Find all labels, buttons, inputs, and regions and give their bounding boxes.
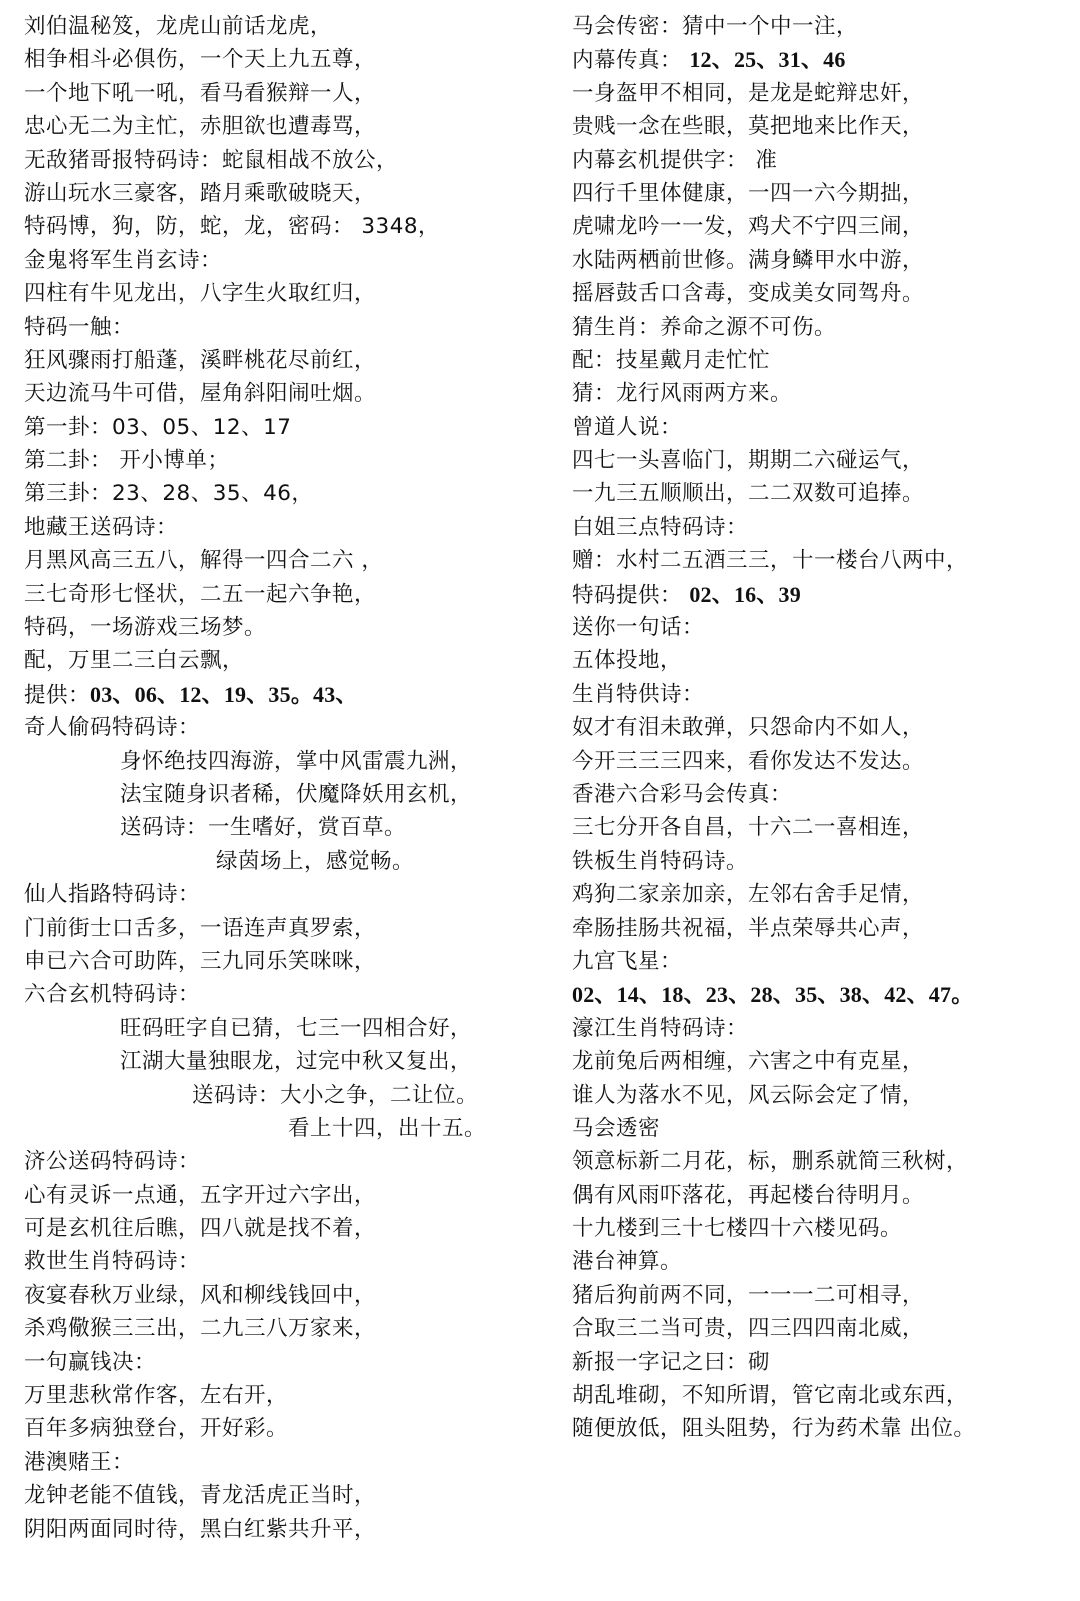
text-line: 龙钟老能不值钱，青龙活虎正当时， xyxy=(24,1483,377,1509)
text-line xyxy=(572,43,1072,76)
line-label: 内幕传真： xyxy=(572,48,690,74)
text-line: 水陆两栖前世修。满身鳞甲水中游， xyxy=(572,247,925,273)
text-line: 无敌猪哥报特码诗：蛇鼠相战不放公， xyxy=(24,147,399,173)
text-line: 龙前兔后两相缠，六害之中有克星， xyxy=(572,1049,925,1075)
text-line: 第三卦：23、28、35、46， xyxy=(24,481,314,507)
text-line: 六合玄机特码诗： xyxy=(24,982,201,1008)
line-label: 提供： xyxy=(24,682,91,708)
text-line: 领意标新二月花，标，删系就简三秋树， xyxy=(572,1149,969,1175)
text-line: 一句赢钱决： xyxy=(24,1349,157,1375)
text-line: 摇唇鼓舌口含毒，变成美女同驾舟。 xyxy=(572,281,925,307)
text-line: 奴才有泪未敢弹，只怨命内不如人， xyxy=(572,715,925,741)
text-line: 三七奇形七怪状，二五一起六争艳， xyxy=(24,581,377,607)
text-line xyxy=(24,678,564,711)
text-line: 可是玄机往后瞧，四八就是找不着， xyxy=(24,1216,377,1242)
text-line: 法宝随身识者稀，伏魔降妖用玄机， xyxy=(120,781,473,807)
text-line: 鸡狗二家亲加亲，左邻右舍手足情， xyxy=(572,882,925,908)
text-line: 狂风骤雨打船蓬，溪畔桃花尽前红， xyxy=(24,347,377,373)
text-line: 一身盔甲不相同，是龙是蛇辩忠奸， xyxy=(572,80,925,106)
text-line: 第二卦： 开小博单； xyxy=(24,448,230,474)
code-numbers: 02、14、18、23、28、35、38、42、47。 xyxy=(572,982,974,1008)
text-line: 济公送码特码诗： xyxy=(24,1149,201,1175)
text-line: 十九楼到三十七楼四十六楼见码。 xyxy=(572,1216,903,1242)
text-line: 曾道人说： xyxy=(572,414,683,440)
line-label: 特码提供： xyxy=(572,582,690,608)
text-line: 今开三三三四来，看你发达不发达。 xyxy=(572,748,925,774)
code-numbers: 02、16、39 xyxy=(689,581,801,607)
text-line: 偶有风雨吓落花，再起楼台待明月。 xyxy=(572,1182,925,1208)
text-line: 地藏王送码诗： xyxy=(24,514,179,540)
text-line: 内幕玄机提供字： 准 xyxy=(572,147,778,173)
code-numbers: 03、06、12、19、35。43、 xyxy=(90,681,358,707)
text-line: 五体投地， xyxy=(572,648,683,674)
text-line: 虎啸龙吟一一发，鸡犬不宁四三闹， xyxy=(572,214,925,240)
text-line: 江湖大量独眼龙，过完中秋又复出， xyxy=(120,1049,473,1075)
text-line: 白姐三点特码诗： xyxy=(572,514,749,540)
text-line: 送码诗：一生嗜好，赏百草。 xyxy=(120,815,407,841)
left-column xyxy=(24,10,564,1546)
text-line: 港澳赌王： xyxy=(24,1449,135,1475)
text-line: 送码诗：大小之争，二让位。 xyxy=(192,1082,479,1108)
text-line: 杀鸡儆猴三三出，二九三八万家来， xyxy=(24,1316,377,1342)
text-line: 看上十四，出十五。 xyxy=(288,1115,487,1141)
text-line: 谁人为落水不见，风云际会定了情， xyxy=(572,1082,925,1108)
text-line: 旺码旺字自已猜，七三一四相合好， xyxy=(120,1015,473,1041)
text-line: 香港六合彩马会传真： xyxy=(572,781,793,807)
text-line: 生肖特供诗： xyxy=(572,681,705,707)
text-line: 马会透密 xyxy=(572,1115,661,1141)
text-line: 一九三五顺顺出，二二双数可追捧。 xyxy=(572,481,925,507)
text-line: 特码博，狗，防，蛇，龙，密码： 3348， xyxy=(24,214,441,240)
text-line xyxy=(572,978,1072,1011)
text-line: 猪后狗前两不同，一一一二可相寻， xyxy=(572,1282,925,1308)
text-line: 新报一字记之曰：砌 xyxy=(572,1349,771,1375)
text-line: 港台神算。 xyxy=(572,1249,683,1275)
text-line: 仙人指路特码诗： xyxy=(24,882,201,908)
text-line xyxy=(572,578,1072,611)
text-line: 心有灵诉一点通，五字开过六字出， xyxy=(24,1182,377,1208)
text-line: 特码一触： xyxy=(24,314,135,340)
text-line: 身怀绝技四海游，掌中风雷震九洲， xyxy=(120,748,473,774)
text-line: 第一卦：03、05、12、17 xyxy=(24,414,292,440)
text-line: 配，万里二三白云飘， xyxy=(24,648,245,674)
text-line: 奇人偷码特码诗： xyxy=(24,715,201,741)
text-line: 门前街士口舌多，一语连声真罗索， xyxy=(24,915,377,941)
text-line: 绿茵场上，感觉畅。 xyxy=(216,848,415,874)
text-line: 濠江生肖特码诗： xyxy=(572,1015,749,1041)
text-line: 刘伯温秘笈，龙虎山前话龙虎， xyxy=(24,14,333,39)
text-line: 百年多病独登台，开好彩。 xyxy=(24,1416,289,1442)
text-line: 猜生肖：养命之源不可伤。 xyxy=(572,314,837,340)
text-line: 三七分开各自昌，十六二一喜相连， xyxy=(572,815,925,841)
text-line: 救世生肖特码诗： xyxy=(24,1249,201,1275)
text-line: 九宫飞星： xyxy=(572,948,683,974)
text-line: 万里悲秋常作客，左右开， xyxy=(24,1383,289,1409)
text-line: 四行千里体健康，一四一六今期拙， xyxy=(572,180,925,206)
text-line: 牵肠挂肠共祝福，半点荣辱共心声， xyxy=(572,915,925,941)
text-line: 游山玩水三豪客，踏月乘歌破晓天， xyxy=(24,180,377,206)
text-line: 金鬼将军生肖玄诗： xyxy=(24,247,223,273)
code-numbers: 12、25、31、46 xyxy=(689,47,846,73)
text-line: 一个地下吼一吼，看马看猴辩一人， xyxy=(24,80,377,106)
text-line: 配：技星戴月走忙忙 xyxy=(572,347,771,373)
text-line: 送你一句话： xyxy=(572,615,705,641)
text-line: 特码，一场游戏三场梦。 xyxy=(24,615,267,641)
right-column xyxy=(572,10,1072,1446)
text-line: 马会传密：猜中一个中一注， xyxy=(572,14,859,39)
text-line: 猜：龙行风雨两方来。 xyxy=(572,381,793,407)
text-line: 申已六合可助阵，三九同乐笑咪咪， xyxy=(24,948,377,974)
text-line: 贵贱一念在些眼，莫把地来比作天， xyxy=(572,114,925,140)
text-line: 相争相斗必俱伤，一个天上九五尊， xyxy=(24,47,377,73)
text-line: 随便放低，阻头阻势，行为药术靠 出位。 xyxy=(572,1416,976,1442)
text-line: 胡乱堆砌，不知所谓，管它南北或东西， xyxy=(572,1383,969,1409)
text-line: 赠：水村二五酒三三，十一楼台八两中， xyxy=(572,548,969,574)
text-line: 铁板生肖特码诗。 xyxy=(572,848,749,874)
text-line: 月黑风高三五八，解得一四合二六 ， xyxy=(24,548,384,574)
text-line: 忠心无二为主忙，赤胆欲也遭毒骂， xyxy=(24,114,377,140)
text-line: 四柱有牛见龙出，八字生火取红归， xyxy=(24,281,377,307)
text-line: 合取三二当可贵，四三四四南北威， xyxy=(572,1316,925,1342)
text-line: 四七一头喜临门，期期二六碰运气， xyxy=(572,448,925,474)
text-line: 阴阳两面同时待，黑白红紫共升平， xyxy=(24,1516,377,1542)
text-line: 夜宴春秋万业绿，风和柳线钱回中， xyxy=(24,1282,377,1308)
text-line: 天边流马牛可借，屋角斜阳闹吐烟。 xyxy=(24,381,377,407)
